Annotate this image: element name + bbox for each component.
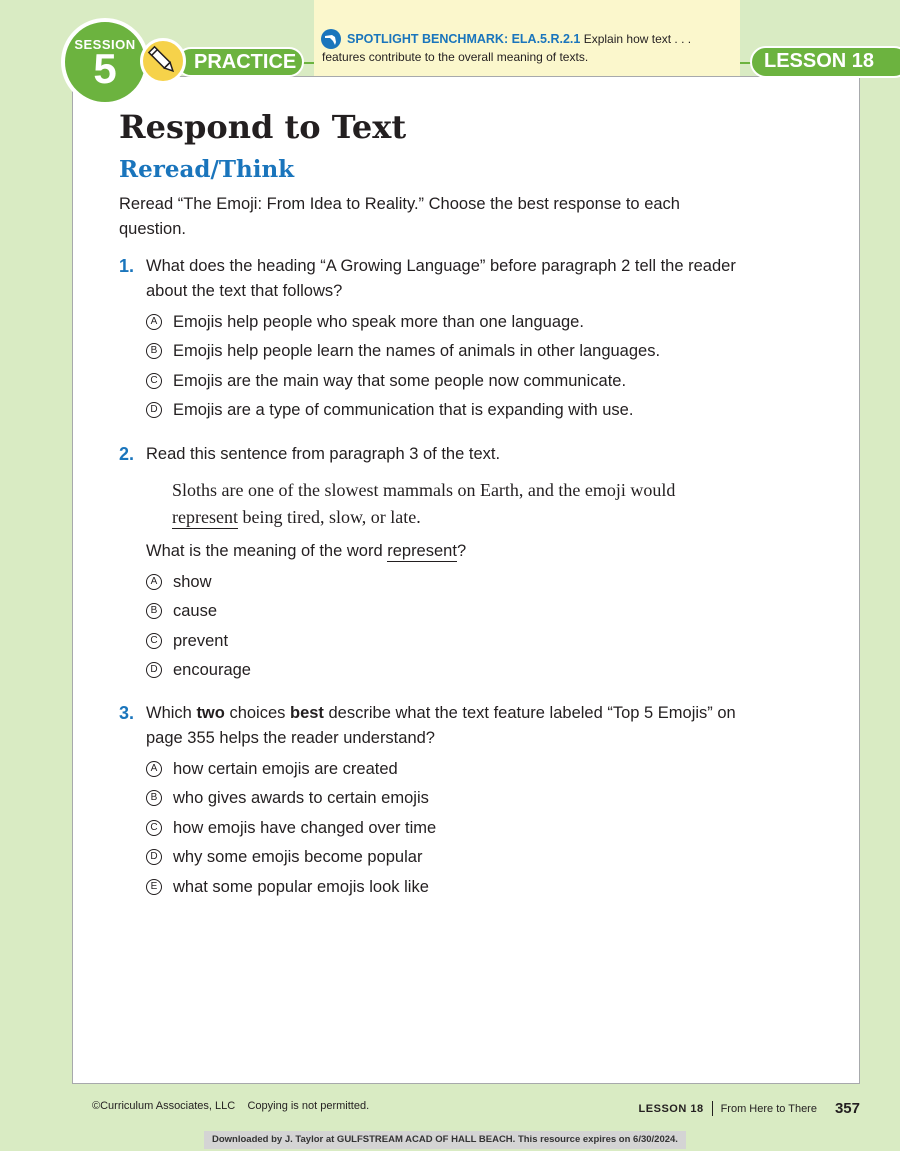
answer-choice[interactable] (146, 570, 759, 599)
spotlight-benchmark-box (314, 0, 740, 76)
answer-bubble-icon[interactable]: D (146, 402, 162, 418)
page-title: Respond to Text (119, 108, 407, 146)
answer-choices (146, 570, 759, 688)
practice-label: PRACTICE (176, 47, 304, 77)
answer-bubble-icon[interactable]: C (146, 820, 162, 836)
answer-choice[interactable] (146, 757, 759, 786)
answer-bubble-icon[interactable]: E (146, 879, 162, 895)
underlined-word: represent (172, 507, 238, 527)
choice-text: Emojis help people learn the names of animals in other languages. (173, 342, 661, 361)
answer-choice[interactable] (146, 339, 759, 368)
pencil-icon (140, 38, 186, 84)
question-number: 1. (119, 256, 135, 276)
answer-bubble-icon[interactable]: B (146, 603, 162, 619)
intro-text: Reread “The Emoji: From Idea to Reality.” Choose the best response to each question. (119, 195, 680, 238)
prompt-text: ? (456, 542, 467, 560)
question-text-part: describe what the text feature labeled “Top 5 Emojis” on page 355 helps the reader understand? (146, 704, 736, 747)
spotlight-label: SPOTLIGHT BENCHMARK: ELA.5.R.2.1 (347, 32, 581, 46)
answer-bubble-icon[interactable]: D (146, 849, 162, 865)
answer-choices (146, 757, 759, 904)
prompt-text: What is the meaning of the word (146, 542, 388, 560)
answer-bubble-icon[interactable]: B (146, 343, 162, 359)
choice-text: what some popular emojis look like (173, 877, 429, 896)
underlined-word: represent (387, 542, 457, 560)
answer-choices (146, 310, 759, 428)
choice-text: Emojis help people who speak more than one language. (173, 313, 584, 331)
excerpt-text: being tired, slow, or late. (237, 507, 421, 527)
answer-choice[interactable] (146, 786, 759, 815)
emphasis-word: two (196, 704, 225, 722)
download-notice: Downloaded by J. Taylor at GULFSTREAM ACAD OF HALL BEACH. This resource expires on 6/30/2024. (204, 1131, 686, 1149)
footer-left (92, 1100, 369, 1112)
choice-text: who gives awards to certain emojis (173, 789, 429, 808)
choice-text: Emojis are a type of communication that is expanding with use. (173, 401, 634, 420)
emphasis-word: best (289, 704, 324, 722)
page-number: 357 (834, 1100, 860, 1117)
answer-bubble-icon[interactable]: A (146, 574, 162, 590)
spotlight-text-1: Explain how text . . . (583, 32, 692, 46)
copy-notice: Copying is not permitted. (247, 1100, 370, 1112)
question-text-part: choices (224, 704, 290, 722)
question-number: 2. (119, 444, 135, 464)
question-text: Read this sentence from paragraph 3 of the text. (146, 445, 501, 463)
answer-bubble-icon[interactable]: C (146, 373, 162, 389)
choice-text: how certain emojis are created (173, 760, 398, 778)
question-text (146, 701, 759, 751)
answer-bubble-icon[interactable]: D (146, 662, 162, 678)
answer-choice[interactable] (146, 875, 759, 904)
excerpt-text: Sloths are one of the slowest mammals on Earth, and the emoji would (172, 480, 676, 500)
choice-text: prevent (173, 631, 229, 650)
answer-choice[interactable] (146, 369, 759, 398)
answer-bubble-icon[interactable]: C (146, 633, 162, 649)
choice-text: show (173, 573, 212, 591)
footer-divider (712, 1101, 713, 1116)
answer-choice[interactable] (146, 310, 759, 339)
question-1 (119, 254, 759, 428)
answer-bubble-icon[interactable]: B (146, 790, 162, 806)
session-label: SESSION (74, 37, 136, 52)
answer-choice[interactable] (146, 816, 759, 845)
answer-bubble-icon[interactable]: A (146, 314, 162, 330)
session-number: 5 (93, 45, 117, 92)
session-badge (61, 18, 149, 106)
footer-unit-title: From Here to There (720, 1102, 817, 1115)
question-text-part: Which (146, 704, 197, 722)
question-2 (119, 442, 759, 688)
copyright-text: ©Curriculum Associates, LLC (92, 1100, 236, 1112)
choice-text: cause (173, 602, 218, 621)
choice-text: Emojis are the main way that some people now communicate. (173, 371, 627, 390)
choice-text: encourage (173, 661, 251, 680)
answer-choice[interactable] (146, 658, 759, 687)
answer-choice[interactable] (146, 398, 759, 427)
question-text: What does the heading “A Growing Language” before paragraph 2 tell the reader about the text that follows? (146, 257, 736, 300)
answer-choice[interactable] (146, 599, 759, 628)
spotlight-text-2: features contribute to the overall meaning of texts. (322, 50, 589, 64)
answer-choice[interactable] (146, 845, 759, 874)
question-number: 3. (119, 703, 135, 723)
text-excerpt (146, 477, 732, 531)
florida-icon (320, 28, 342, 50)
question-prompt (146, 539, 759, 564)
section-heading: Reread/Think (119, 156, 295, 183)
choice-text: how emojis have changed over time (173, 818, 437, 837)
answer-choice[interactable] (146, 629, 759, 658)
answer-bubble-icon[interactable]: A (146, 761, 162, 777)
footer-right (639, 1100, 860, 1117)
footer-lesson: LESSON 18 (638, 1102, 704, 1115)
choice-text: why some emojis become popular (173, 848, 423, 867)
lesson-label: LESSON 18 (750, 46, 900, 78)
question-3 (119, 701, 759, 904)
